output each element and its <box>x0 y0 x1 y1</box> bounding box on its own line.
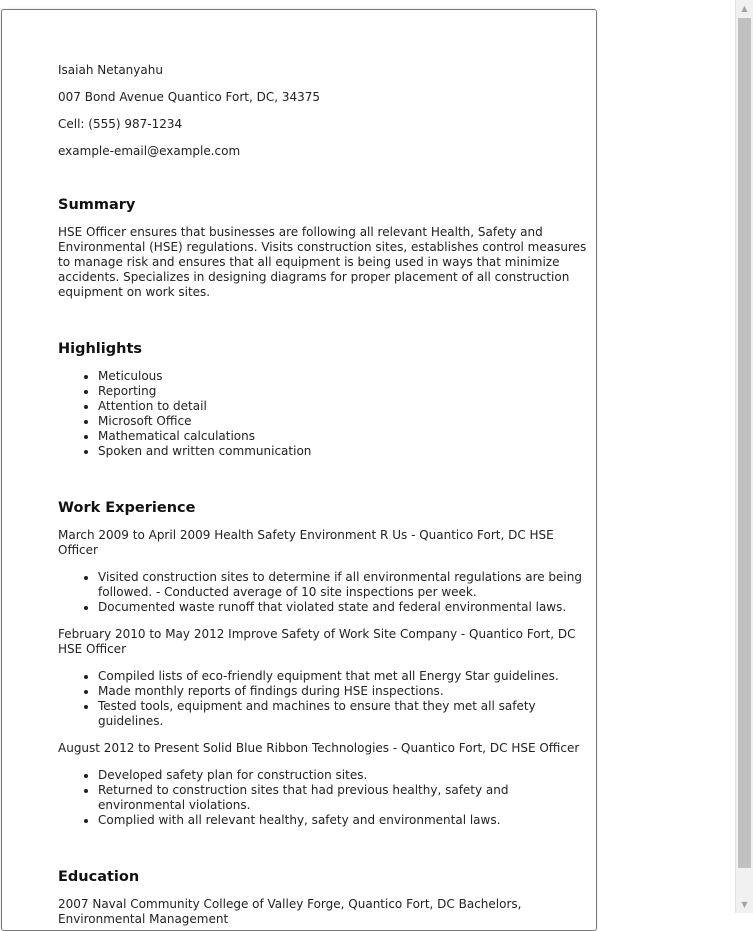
highlight-item: • Reporting <box>98 384 593 399</box>
job-bullet: • Made monthly reports of findings during HSE inspections. <box>98 684 593 699</box>
contact-email: example-email@example.com <box>58 144 241 158</box>
scrollbar-thumb[interactable] <box>738 18 751 868</box>
job-bullet: • Developed safety plan for construction sites. <box>98 768 593 783</box>
job-bullets <box>58 570 593 615</box>
contact-address: 007 Bond Avenue Quantico Fort, DC, 34375 <box>58 90 321 104</box>
education-heading: Education <box>58 869 140 885</box>
job-bullet: • Documented waste runoff that violated state and federal environmental laws. <box>98 600 593 615</box>
highlight-item: • Microsoft Office <box>98 414 593 429</box>
job-bullet: • Returned to construction sites that had previous healthy, safety and environmental violations. <box>98 783 593 813</box>
highlights-list <box>58 369 593 459</box>
job-title: February 2010 to May 2012 Improve Safety of Work Site Company - Quantico Fort, DC HSE Officer <box>58 627 576 656</box>
scroll-down-arrow-icon[interactable]: ▼ <box>741 900 748 909</box>
job-bullet: • Visited construction sites to determine if all environmental regulations are being followed. - Conducted average of 10 site inspections per week. <box>98 570 593 600</box>
resume-page <box>1 9 597 931</box>
summary-heading: Summary <box>58 197 136 213</box>
job-bullets <box>58 669 593 729</box>
contact-block <box>58 63 593 159</box>
education-text: 2007 Naval Community College of Valley Forge, Quantico Fort, DC Bachelors, Environmental Management <box>58 897 522 926</box>
resume-content <box>58 63 593 927</box>
job-bullets <box>58 768 593 828</box>
highlights-heading: Highlights <box>58 341 143 357</box>
summary-text: HSE Officer ensures that businesses are following all relevant Health, Safety and Environmental (HSE) regulations. Visits construction sites, establishes control measures to manage risk and ensures that all equipment is being used in ways that minimize accidents. Specializes in designing diagrams for proper placement of all construction equipment on work sites. <box>58 225 587 299</box>
experience-heading: Work Experience <box>58 500 196 516</box>
job-title: August 2012 to Present Solid Blue Ribbon Technologies - Quantico Fort, DC HSE Officer <box>58 741 580 755</box>
contact-name: Isaiah Netanyahu <box>58 63 163 77</box>
highlight-item: • Attention to detail <box>98 399 593 414</box>
scroll-up-arrow-icon[interactable]: ▲ <box>741 4 748 13</box>
vertical-scrollbar[interactable] <box>735 0 753 913</box>
job-bullet: • Complied with all relevant healthy, safety and environmental laws. <box>98 813 593 828</box>
job-bullet: • Compiled lists of eco-friendly equipment that met all Energy Star guidelines. <box>98 669 593 684</box>
job-title: March 2009 to April 2009 Health Safety Environment R Us - Quantico Fort, DC HSE Officer <box>58 528 554 557</box>
contact-cell: Cell: (555) 987-1234 <box>58 117 183 131</box>
highlight-item: • Meticulous <box>98 369 593 384</box>
highlight-item: • Spoken and written communication <box>98 444 593 459</box>
job-bullet: • Tested tools, equipment and machines to ensure that they met all safety guidelines. <box>98 699 593 729</box>
highlight-item: • Mathematical calculations <box>98 429 593 444</box>
